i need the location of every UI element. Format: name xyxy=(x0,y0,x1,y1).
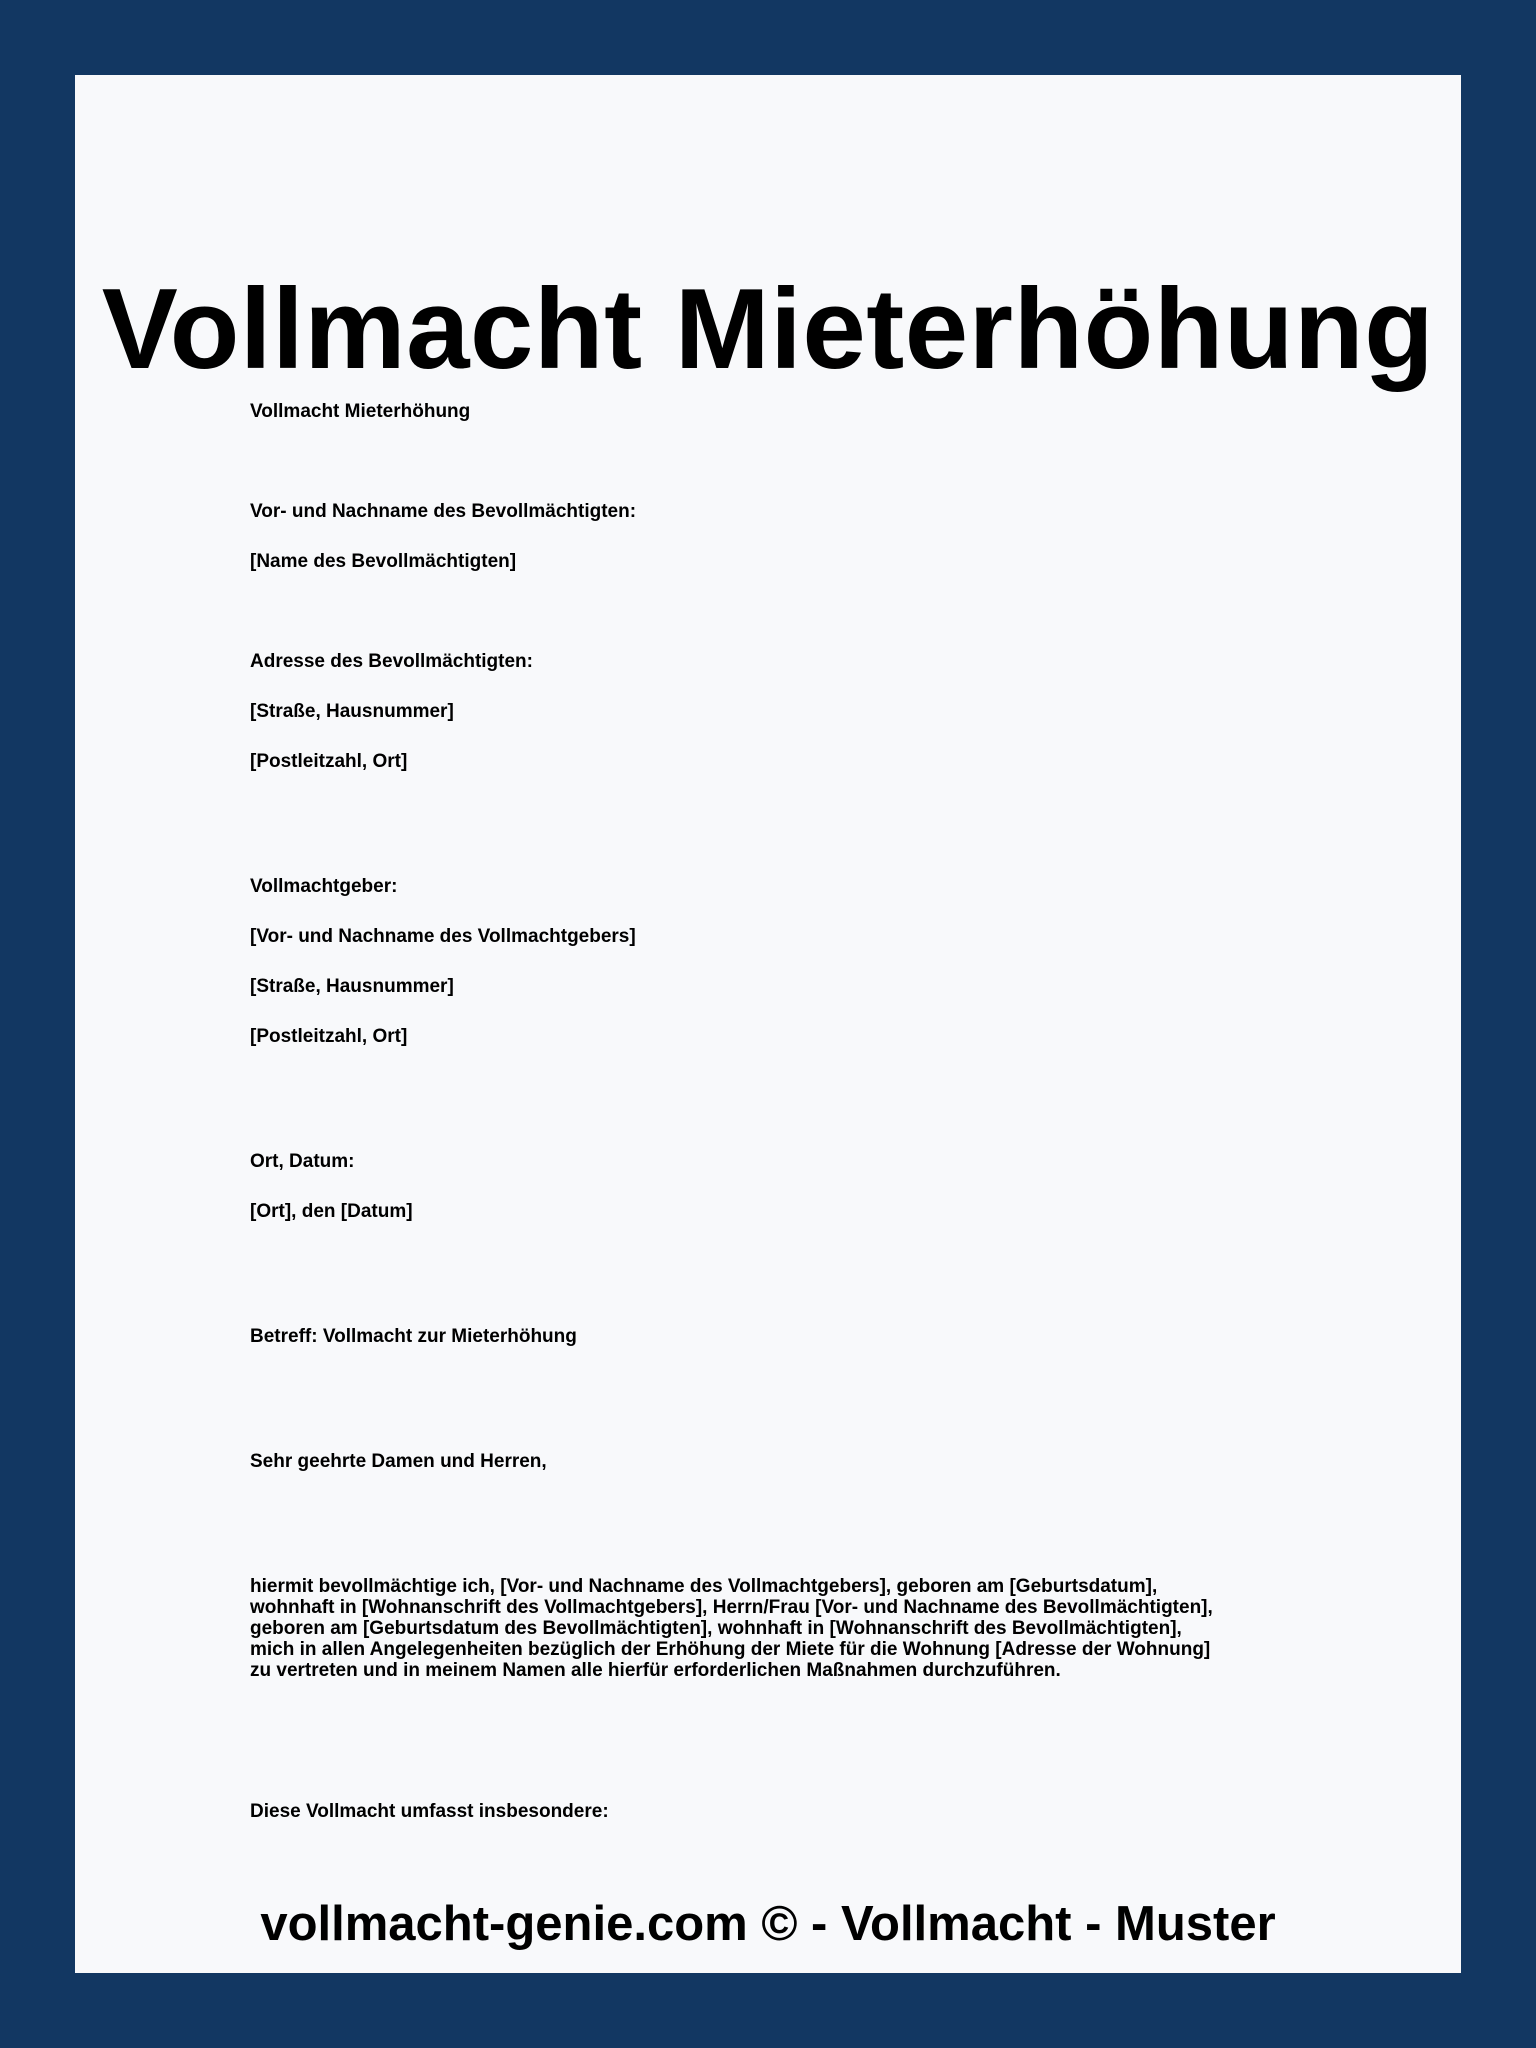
body-line: geboren am [Geburtsdatum des Bevollmächtigten], wohnhaft in [Wohnanschrift des Bevollmächtigten], xyxy=(250,1618,1182,1639)
grantor-label: Vollmachtgeber: xyxy=(250,876,398,897)
document-subtitle: Vollmacht Mieterhöhung xyxy=(250,401,471,422)
document-title: Vollmacht Mieterhöhung xyxy=(101,266,1435,393)
agent-name-value: [Name des Bevollmächtigten] xyxy=(250,551,517,572)
grantor-name: [Vor- und Nachname des Vollmachtgebers] xyxy=(250,926,636,947)
agent-name-label: Vor- und Nachname des Bevollmächtigten: xyxy=(250,501,637,522)
salutation: Sehr geehrte Damen und Herren, xyxy=(250,1451,547,1472)
grantor-street: [Straße, Hausnummer] xyxy=(250,976,454,997)
footer-watermark: vollmacht-genie.com © - Vollmacht - Muster xyxy=(260,1897,1276,1951)
agent-address-label: Adresse des Bevollmächtigten: xyxy=(250,651,533,672)
agent-city: [Postleitzahl, Ort] xyxy=(250,751,408,772)
place-date-label: Ort, Datum: xyxy=(250,1151,355,1172)
document-page xyxy=(75,75,1461,1973)
subject-line: Betreff: Vollmacht zur Mieterhöhung xyxy=(250,1326,577,1347)
place-date-value: [Ort], den [Datum] xyxy=(250,1201,413,1222)
scope-intro: Diese Vollmacht umfasst insbesondere: xyxy=(250,1801,609,1822)
grantor-city: [Postleitzahl, Ort] xyxy=(250,1026,408,1047)
body-line: zu vertreten und in meinem Namen alle hierfür erforderlichen Maßnahmen durchzuführen. xyxy=(250,1660,1061,1681)
body-line: wohnhaft in [Wohnanschrift des Vollmachtgebers], Herrn/Frau [Vor- und Nachname des Bevollmächtigten], xyxy=(250,1597,1213,1618)
body-paragraph xyxy=(250,1576,1310,1681)
agent-street: [Straße, Hausnummer] xyxy=(250,701,454,722)
body-line: hiermit bevollmächtige ich, [Vor- und Nachname des Vollmachtgebers], geboren am [Geburtsdatum], xyxy=(250,1576,1158,1597)
body-line: mich in allen Angelegenheiten bezüglich der Erhöhung der Miete für die Wohnung [Adresse der Wohnung] xyxy=(250,1639,1211,1660)
